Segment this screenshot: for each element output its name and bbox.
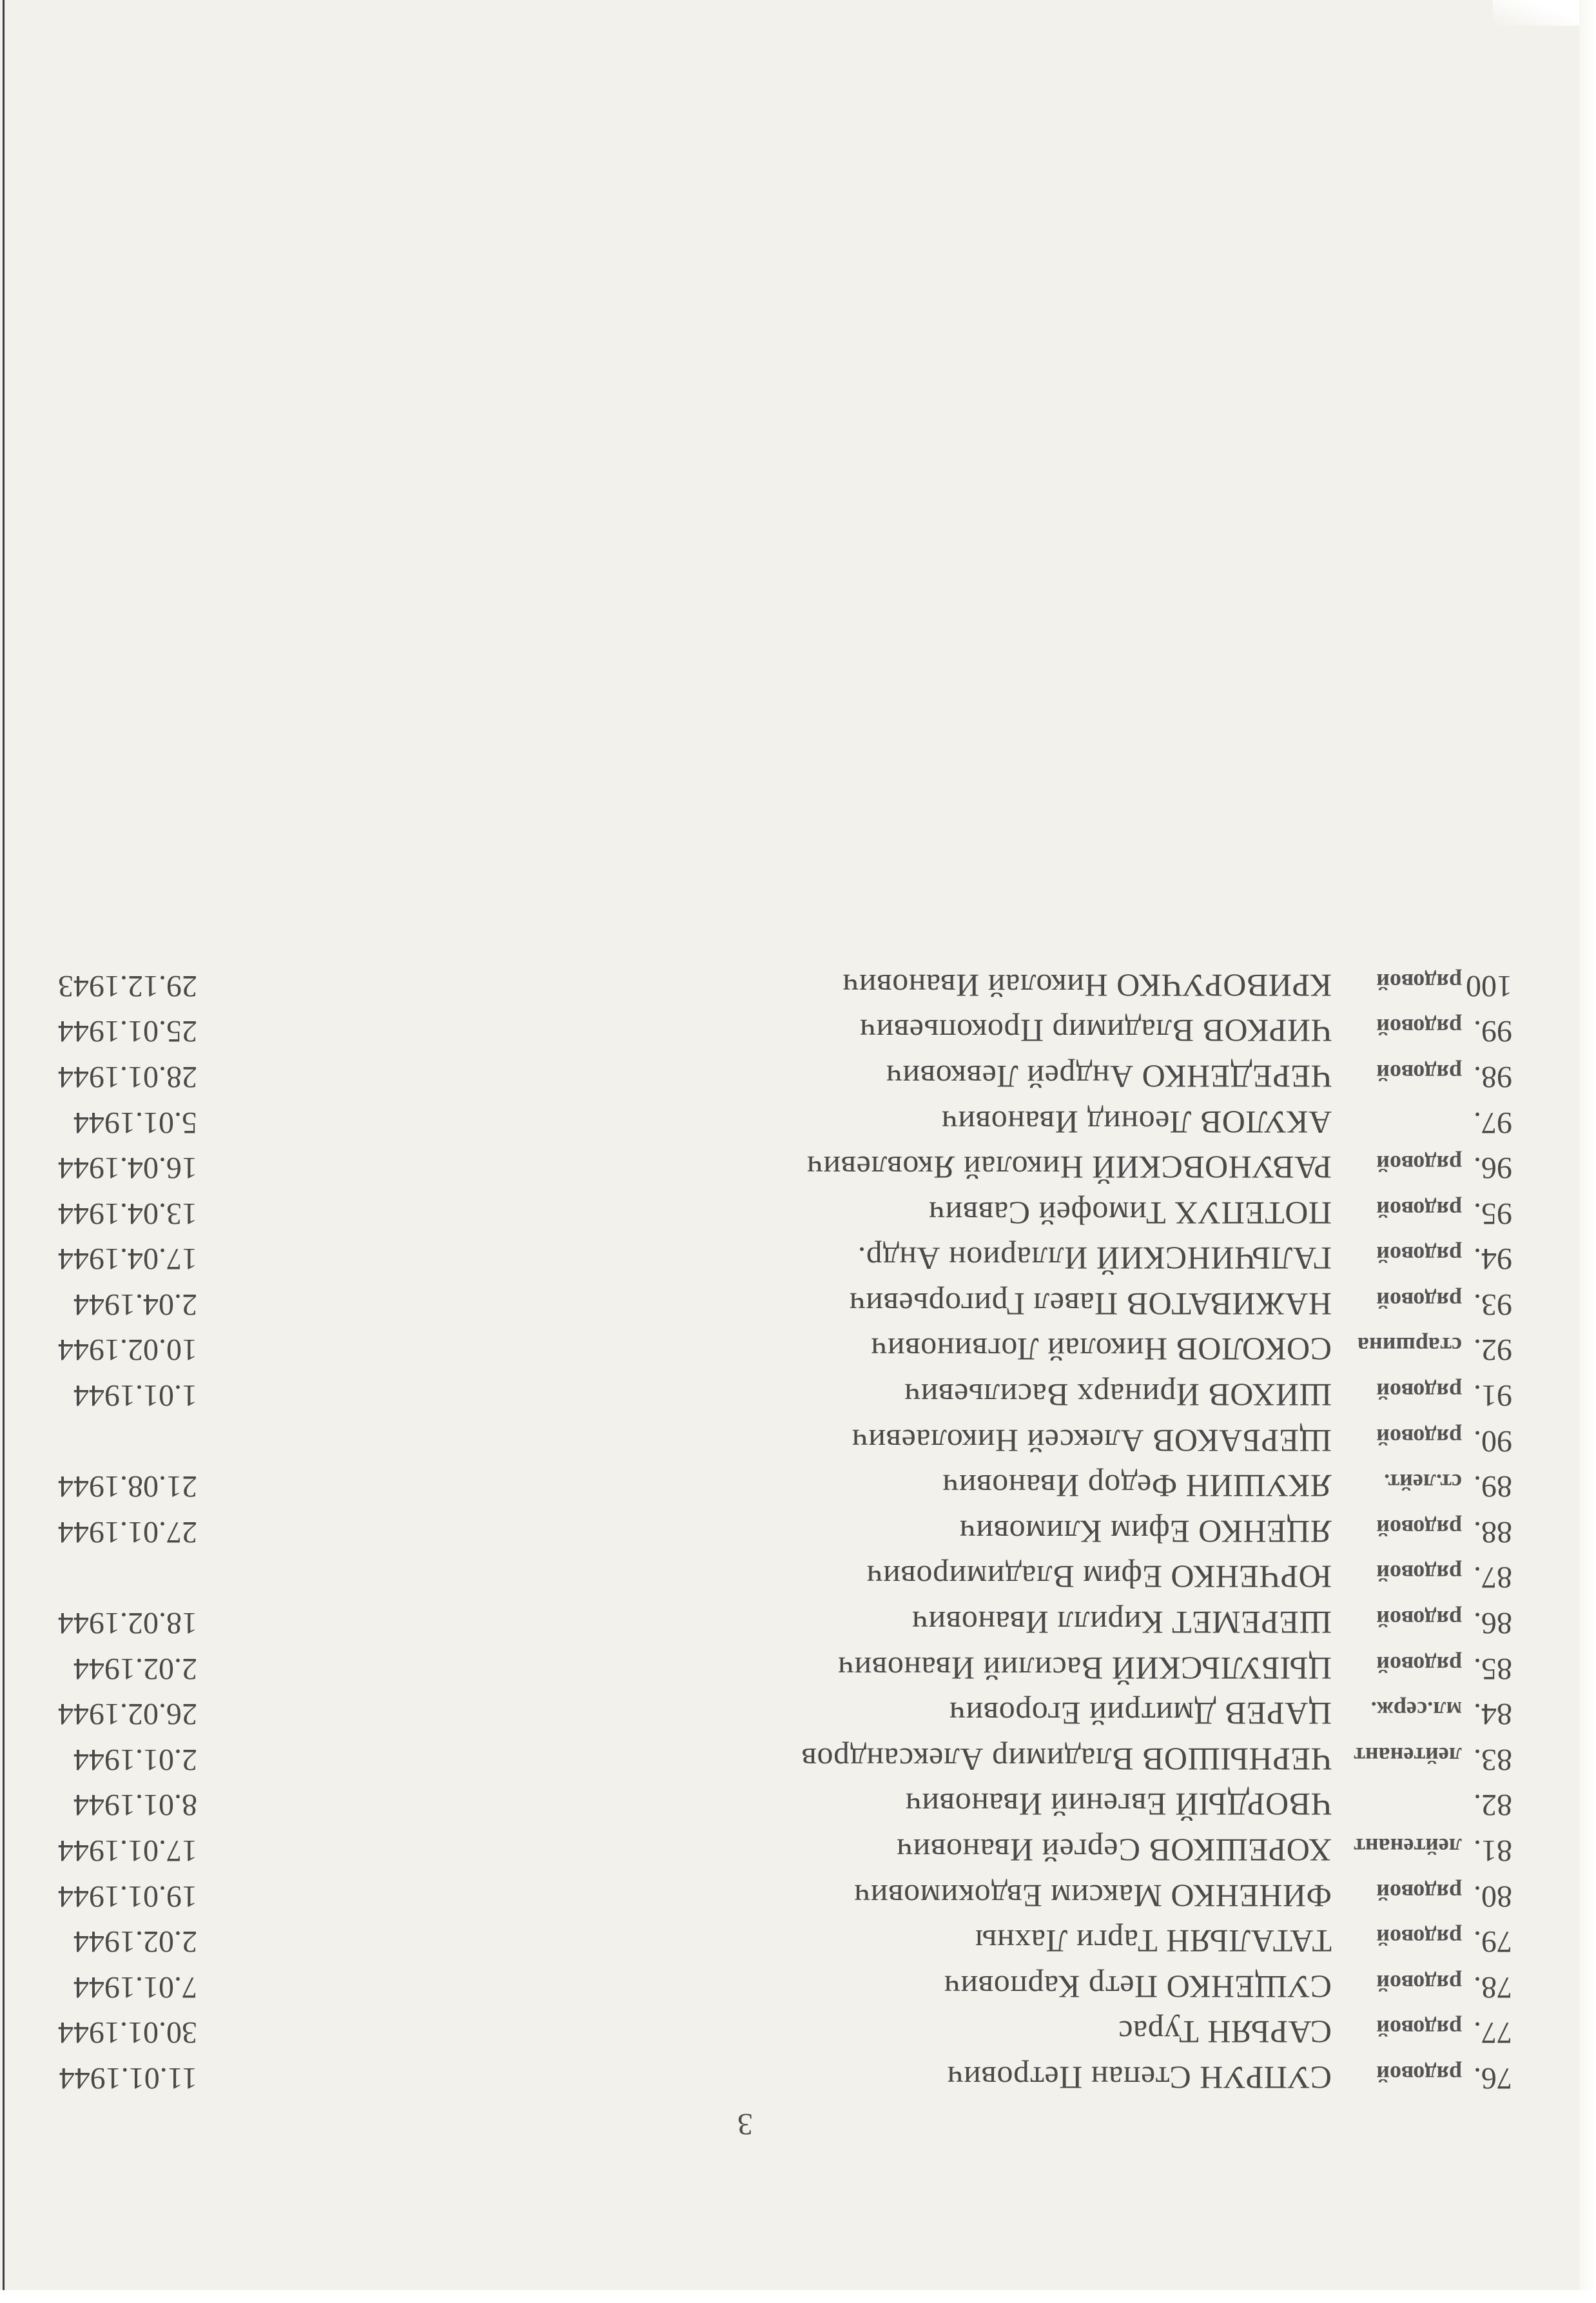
entry-date: 30.01.1944 bbox=[58, 2015, 197, 2050]
list-item bbox=[43, 1324, 1512, 1370]
entry-rank: лейтенант bbox=[1354, 1834, 1462, 1860]
entry-rank: старшина bbox=[1358, 1333, 1462, 1359]
list-item bbox=[43, 1689, 1512, 1734]
list-item bbox=[43, 1961, 1512, 2007]
entry-number: 80. bbox=[1474, 1879, 1512, 1914]
entry-rank: рядовой bbox=[1376, 1879, 1462, 1905]
entry-rank: рядовой bbox=[1376, 1514, 1462, 1541]
entry-name: ЧЕРНЫШОВ Владимир Александров bbox=[801, 1741, 1332, 1778]
entry-name: ЦАРЕВ Дмитрий Егорович bbox=[949, 1696, 1332, 1732]
entry-date: 10.02.1944 bbox=[58, 1333, 197, 1367]
entry-rank: рядовой bbox=[1376, 1970, 1462, 1996]
entry-name: ЩЕРБАКОВ Алексей Николаевич bbox=[852, 1422, 1332, 1459]
entry-number: 100 bbox=[1466, 968, 1512, 1003]
entry-name: СУЩЕНКО Петр Карпович bbox=[944, 1968, 1332, 2005]
list-item bbox=[43, 1051, 1512, 1097]
entry-name: ХОРЕШКОВ Сергей Иванович bbox=[896, 1832, 1332, 1869]
entry-date: 29.12.1943 bbox=[58, 968, 197, 1003]
entry-rank: рядовой bbox=[1376, 1378, 1462, 1405]
entry-rank: рядовой bbox=[1376, 1606, 1462, 1632]
entry-rank: рядовой bbox=[1376, 1925, 1462, 1951]
entry-name: ЦЫБУЛЬСКИЙ Василий Иванович bbox=[837, 1650, 1332, 1687]
entry-name: ТАТАЛЬЯН Тарги Лахны bbox=[975, 1923, 1332, 1960]
list-item bbox=[43, 2052, 1512, 2098]
entry-rank: лейтенант bbox=[1354, 1742, 1462, 1769]
entry-rank: рядовой bbox=[1376, 2015, 1462, 2042]
list-item bbox=[43, 1552, 1512, 1598]
entry-number: 77. bbox=[1474, 2015, 1512, 2050]
list-item bbox=[43, 1142, 1512, 1188]
entry-number: 91. bbox=[1474, 1378, 1512, 1413]
casualty-list bbox=[43, 960, 1512, 2098]
entry-number: 97. bbox=[1474, 1105, 1512, 1140]
list-item bbox=[43, 960, 1512, 1006]
list-item bbox=[43, 1825, 1512, 1870]
entry-date: 21.08.1944 bbox=[58, 1469, 197, 1504]
entry-name: ЧВОРДЫЙ Евгений Иванович bbox=[905, 1787, 1332, 1823]
entry-rank: рядовой bbox=[1376, 1151, 1462, 1177]
entry-number: 84. bbox=[1474, 1697, 1512, 1732]
list-item bbox=[43, 1279, 1512, 1324]
entry-name: ПОТЕПУХ Тимофей Саввич bbox=[928, 1195, 1332, 1231]
entry-name: СУПРУН Степан Петрович bbox=[947, 2060, 1332, 2096]
list-item bbox=[43, 1415, 1512, 1461]
entry-name: ГАЛЬЧИНСКИЙ Илларион Андр. bbox=[857, 1240, 1332, 1277]
entry-date: 26.02.1944 bbox=[58, 1697, 197, 1732]
entry-number: 81. bbox=[1474, 1834, 1512, 1868]
entry-date: 13.04.1944 bbox=[58, 1196, 197, 1231]
entry-rank: ст.лейт. bbox=[1384, 1469, 1462, 1496]
entry-date: 25.01.1944 bbox=[58, 1014, 197, 1049]
entry-rank: рядовой bbox=[1376, 1424, 1462, 1450]
entry-name: РАВУНОВСКИЙ Николай Яковлевич bbox=[806, 1150, 1332, 1186]
entry-name: ШИХОВ Иринарх Васильевич bbox=[904, 1377, 1332, 1414]
entry-date: 1.01.1944 bbox=[73, 1378, 197, 1413]
entry-date: 5.01.1944 bbox=[73, 1105, 197, 1140]
entry-name: ФИНЕНКО Максим Евдокимович bbox=[853, 1877, 1332, 1914]
entry-name: ЯКУШИН Федор Иванович bbox=[942, 1468, 1332, 1505]
entry-date: 18.02.1944 bbox=[58, 1606, 197, 1641]
entry-rank: мл.серж. bbox=[1370, 1697, 1462, 1723]
entry-date: 19.01.1944 bbox=[58, 1879, 197, 1914]
entry-name: ЯЦЕНКО Ефим Климович bbox=[959, 1513, 1332, 1550]
list-item bbox=[43, 1461, 1512, 1507]
entry-number: 96. bbox=[1474, 1151, 1512, 1186]
page-number: 3 bbox=[737, 2107, 753, 2141]
entry-number: 92. bbox=[1474, 1333, 1512, 1367]
entry-date: 8.01.1944 bbox=[73, 1788, 197, 1823]
entry-name: СОКОЛОВ Николай Логвинович bbox=[870, 1331, 1332, 1368]
entry-number: 93. bbox=[1474, 1287, 1512, 1322]
entry-name: КРИВОРУЧКО Николай Иванович bbox=[842, 967, 1332, 1004]
entry-date: 7.01.1944 bbox=[73, 1970, 197, 2004]
entry-date: 11.01.1944 bbox=[59, 2061, 197, 2095]
entry-number: 78. bbox=[1474, 1970, 1512, 2004]
entry-number: 89. bbox=[1474, 1469, 1512, 1504]
entry-number: 82. bbox=[1474, 1788, 1512, 1823]
list-item bbox=[43, 1188, 1512, 1233]
entry-date: 17.01.1944 bbox=[58, 1834, 197, 1868]
list-item bbox=[43, 1734, 1512, 1779]
list-item bbox=[43, 1870, 1512, 1916]
list-item bbox=[43, 2007, 1512, 2053]
entry-number: 88. bbox=[1474, 1514, 1512, 1549]
list-item bbox=[43, 1597, 1512, 1643]
list-item bbox=[43, 1097, 1512, 1142]
entry-number: 95. bbox=[1474, 1196, 1512, 1231]
entry-date: 17.04.1944 bbox=[58, 1242, 197, 1277]
entry-number: 76. bbox=[1474, 2061, 1512, 2095]
entry-number: 79. bbox=[1474, 1925, 1512, 1959]
entry-number: 86. bbox=[1474, 1606, 1512, 1641]
entry-rank: рядовой bbox=[1376, 1059, 1462, 1086]
entry-name: САРЬЯН Турас bbox=[1118, 2014, 1332, 2051]
entry-rank: рядовой bbox=[1376, 1287, 1462, 1313]
list-item bbox=[43, 1916, 1512, 1962]
entry-rank: рядовой bbox=[1376, 1560, 1462, 1587]
entry-rank: рядовой bbox=[1376, 2061, 1462, 2087]
entry-name: ЧЕРЕДЕНКО Андрей Левкович bbox=[886, 1058, 1332, 1095]
list-item bbox=[43, 1370, 1512, 1416]
entry-name: АКУЛОВ Леонид Иванович bbox=[941, 1104, 1332, 1141]
entry-rank: рядовой bbox=[1376, 1242, 1462, 1268]
entry-number: 98. bbox=[1474, 1059, 1512, 1094]
list-item bbox=[43, 1006, 1512, 1052]
list-item bbox=[43, 1506, 1512, 1552]
entry-date: 2.02.1944 bbox=[73, 1651, 197, 1686]
entry-number: 90. bbox=[1474, 1424, 1512, 1458]
entry-rank: рядовой bbox=[1376, 968, 1462, 995]
entry-date: 27.01.1944 bbox=[58, 1514, 197, 1549]
entry-number: 83. bbox=[1474, 1742, 1512, 1777]
entry-number: 99. bbox=[1474, 1014, 1512, 1049]
entry-number: 85. bbox=[1474, 1651, 1512, 1686]
list-item bbox=[43, 1779, 1512, 1825]
entry-name: ЮРЧЕНКО Ефим Владимирович bbox=[866, 1559, 1332, 1596]
list-item bbox=[43, 1233, 1512, 1279]
entry-date: 2.02.1944 bbox=[73, 1925, 197, 1959]
entry-date: 16.04.1944 bbox=[58, 1151, 197, 1186]
entry-name: ШЕРЕМЕТ Кирилл Иванович bbox=[911, 1605, 1332, 1642]
entry-number: 87. bbox=[1474, 1560, 1512, 1595]
entry-date: 28.01.1944 bbox=[58, 1059, 197, 1094]
entry-name: НАЖИВАТОВ Павел Григорьевич bbox=[849, 1286, 1332, 1322]
entry-name: ЧИРКОВ Владимир Прокопьевич bbox=[859, 1013, 1332, 1050]
entry-date: 2.01.1944 bbox=[73, 1742, 197, 1777]
entry-rank: рядовой bbox=[1376, 1014, 1462, 1041]
list-item bbox=[43, 1643, 1512, 1689]
entry-rank: рядовой bbox=[1376, 1651, 1462, 1678]
entry-date: 2.04.1944 bbox=[73, 1287, 197, 1322]
entry-rank: рядовой bbox=[1376, 1196, 1462, 1222]
entry-number: 94. bbox=[1474, 1242, 1512, 1277]
